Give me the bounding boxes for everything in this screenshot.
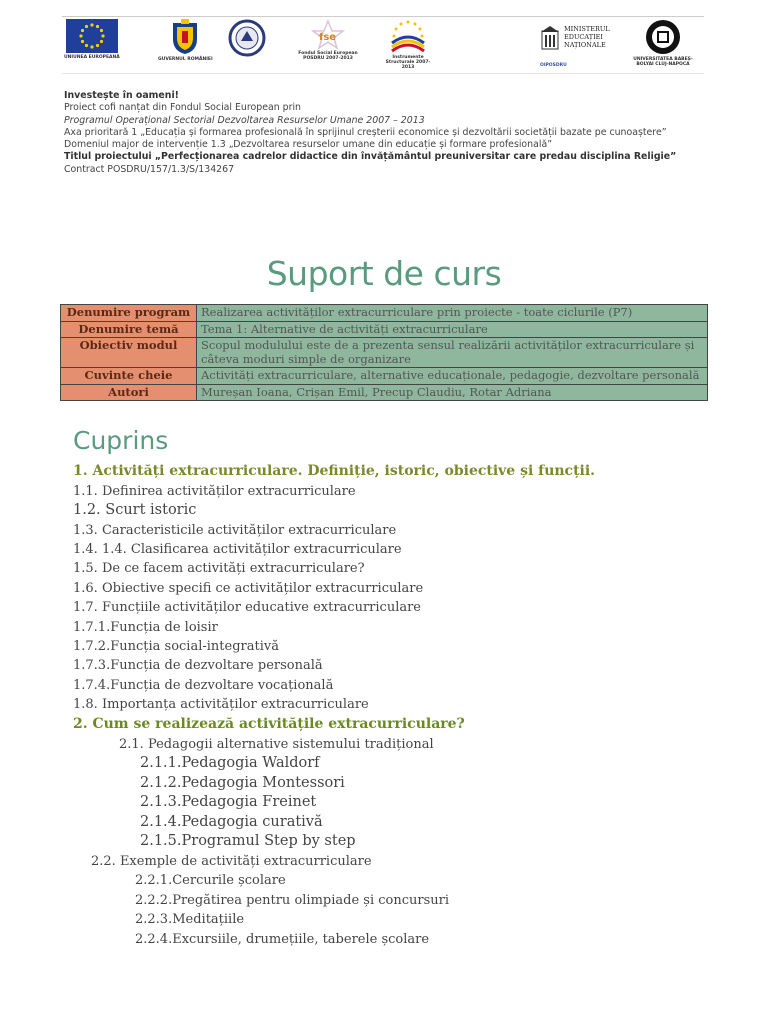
toc-item: 1.7.1.Funcția de loisir (73, 620, 218, 635)
eu-logo (64, 19, 120, 60)
table-row (61, 368, 708, 385)
government-caption: GUVERNUL ROMÂNIEI (158, 57, 213, 62)
table-key: Denumire program (61, 305, 197, 322)
structural-instruments-logo (380, 19, 436, 70)
table-key: Denumire temă (61, 321, 197, 338)
project-axis: Axa prioritară 1 „Educația și formarea profesională în sprijinul creșterii economice și dezvoltării societății bazate pe cunoaștere” (64, 126, 667, 138)
eu-caption: UNIUNEA EUROPEANĂ (64, 55, 120, 60)
ministry-line-2: EDUCAȚIEI (564, 33, 603, 41)
toc-item: 1.6. Obiective specifi ce activităților extracurriculare (73, 581, 424, 596)
toc-item: 2.2.3.Meditațiile (135, 912, 245, 927)
ministry-name (564, 25, 610, 49)
toc-item: 2.2.4.Excursiile, drumețiile, taberele școlare (135, 932, 430, 947)
toc-item: 1.5. De ce facem activități extracurriculare? (73, 561, 365, 576)
project-slogan: Investește în oameni! (64, 90, 179, 101)
ministry-line-1: MINISTERUL (564, 25, 610, 33)
document-title: Suport de curs (266, 254, 502, 293)
ministry-emblem-icon (540, 25, 560, 51)
toc-item: 1.8. Importanța activităților extracurriculare (73, 697, 369, 712)
toc-chapter-1: 1. Activități extracurriculare. Definiție, istoric, obiective și funcții. (73, 463, 596, 479)
toc-item: 2.1.1.Pedagogia Waldorf (140, 755, 320, 771)
ubb-caption: UNIVERSITATEA BABEȘ-BOLYAI CLUJ-NAPOCA (633, 57, 693, 67)
round-seal-icon (228, 19, 266, 57)
toc-chapter-2: 2. Cum se realizează activitățile extracurriculare? (73, 716, 465, 732)
table-row (61, 305, 708, 322)
fse-caption: Fondul Social European POSDRU 2007-2013 (298, 51, 358, 61)
fse-star-icon (308, 19, 348, 49)
ministry-line-3: NAȚIONALE (564, 41, 606, 49)
table-value: Tema 1: Alternative de activități extracurriculare (197, 321, 708, 338)
course-info-table (60, 304, 708, 401)
toc-item: 2.2. Exemple de activități extracurriculare (91, 854, 372, 869)
toc-item: 1.3. Caracteristicile activităților extracurriculare (73, 523, 397, 538)
toc-item: 2.2.1.Cercurile școlare (135, 873, 286, 888)
table-key: Autori (61, 384, 197, 401)
project-header (64, 90, 676, 176)
project-title: Titlul proiectului „Perfecționarea cadrelor didactice din învățământul preuniversitar care predau disciplina Religie” (64, 151, 677, 163)
toc-item: 1.7. Funcțiile activităților educative extracurriculare (73, 600, 422, 615)
toc-item: 2.1. Pedagogii alternative sistemului tradițional (119, 737, 434, 752)
fse-logo (298, 19, 358, 61)
table-value: Activități extracurriculare, alternative educaționale, pedagogie, dezvoltare personală (197, 368, 708, 385)
table-value: Mureșan Ioana, Crișan Emil, Precup Claudiu, Rotar Adriana (197, 384, 708, 401)
ubb-logo (628, 19, 698, 67)
table-key: Cuvinte cheie (61, 368, 197, 385)
structural-instruments-caption: Instrumente Structurale 2007-2013 (385, 55, 431, 70)
toc-item: 1.7.3.Funcția de dezvoltare personală (73, 658, 323, 673)
table-row (61, 338, 708, 368)
oiposdru-caption: OIPOSDRU (540, 63, 567, 68)
university-seal-icon (645, 19, 681, 55)
seal-logo (228, 19, 266, 57)
project-program: Programul Operațional Sectorial Dezvoltarea Resurselor Umane 2007 – 2013 (64, 114, 425, 126)
coat-of-arms-icon (170, 19, 200, 55)
table-row (61, 321, 708, 338)
table-value: Scopul modulului este de a prezenta sensul realizării activităților extracurriculare și câteva moduri simple de organizare (197, 338, 708, 368)
toc-item: 2.1.5.Programul Step by step (140, 833, 356, 849)
table-value: Realizarea activităților extracurriculare prin proiecte - toate ciclurile (P7) (197, 305, 708, 322)
contents-heading: Cuprins (73, 426, 169, 455)
project-funding: Proiect cofi nanțat din Fondul Social European prin (64, 102, 301, 114)
toc-item: 1.1. Definirea activităților extracurriculare (73, 484, 356, 499)
svg-text:fse: fse (319, 32, 337, 43)
toc-item: 2.1.3.Pedagogia Freinet (140, 794, 317, 810)
government-logo (158, 19, 213, 62)
toc-item: 2.1.4.Pedagogia curativă (140, 814, 323, 830)
toc-item: 1.2. Scurt istoric (73, 502, 197, 518)
structural-instruments-icon (386, 19, 430, 53)
toc-item: 1.7.4.Funcția de dezvoltare vocațională (73, 678, 334, 693)
project-contract: Contract POSDRU/157/1.3/S/134267 (64, 163, 235, 175)
logo-banner (62, 16, 704, 74)
table-key: Obiectiv modul (61, 338, 197, 368)
toc-item: 2.2.2.Pregătirea pentru olimpiade și concursuri (135, 893, 450, 908)
toc-item: 2.1.2.Pedagogia Montessori (140, 775, 345, 791)
toc-item: 1.7.2.Funcția social-integrativă (73, 639, 279, 654)
eu-flag-icon (66, 19, 118, 53)
ministry-logo (540, 19, 610, 68)
table-row (61, 384, 708, 401)
toc-item: 1.4. 1.4. Clasificarea activităților extracurriculare (73, 542, 402, 557)
project-domain: Domeniul major de intervenție 1.3 „Dezvoltarea resurselor umane din educație și formare profesională” (64, 139, 553, 151)
